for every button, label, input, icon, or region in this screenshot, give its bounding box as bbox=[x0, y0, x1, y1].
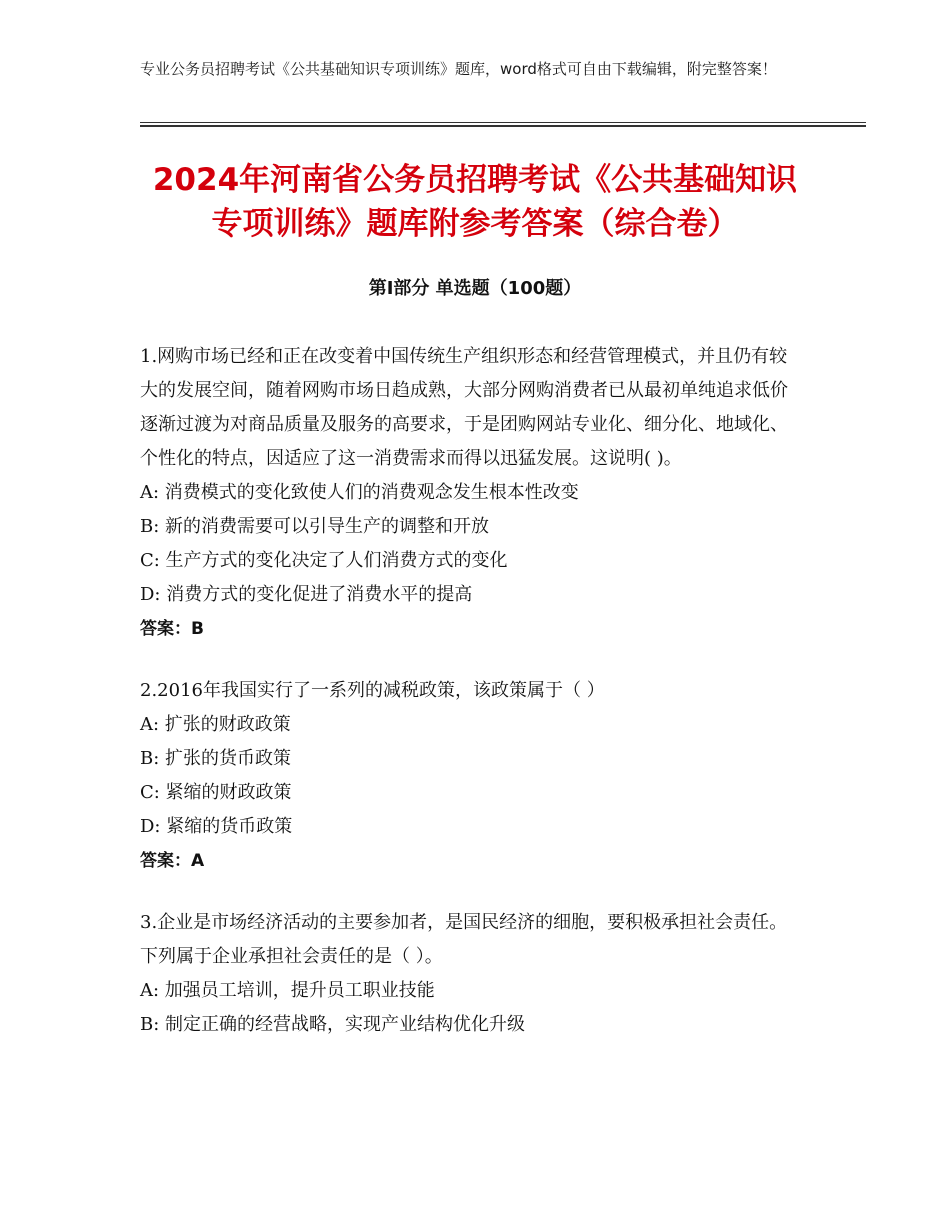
option-b: B: 制定正确的经营战略，实现产业结构优化升级 bbox=[140, 1014, 526, 1035]
option-b: B: 新的消费需要可以引导生产的调整和开放 bbox=[140, 516, 490, 537]
question-list bbox=[140, 340, 805, 1070]
answer: 答案：A bbox=[140, 851, 205, 871]
option-c: C: 紧缩的财政政策 bbox=[140, 782, 292, 803]
header-note: 专业公务员招聘考试《公共基础知识专项训练》题库，word格式可自由下载编辑，附完整答案！ bbox=[140, 60, 777, 78]
question-stem: 3.企业是市场经济活动的主要参加者，是国民经济的细胞，要积极承担社会责任。下列属于企业承担社会责任的是（ ）。 bbox=[140, 912, 788, 967]
option-c: C: 生产方式的变化决定了人们消费方式的变化 bbox=[140, 550, 508, 571]
option-a: A: 消费模式的变化致使人们的消费观念发生根本性改变 bbox=[140, 482, 579, 503]
header-rule-thin bbox=[140, 122, 866, 123]
question-2 bbox=[140, 674, 805, 878]
option-d: D: 消费方式的变化促进了消费水平的提高 bbox=[140, 584, 473, 605]
question-stem: 1.网购市场已经和正在改变着中国传统生产组织形态和经营管理模式，并且仍有较大的发展空间，随着网购市场日趋成熟，大部分网购消费者已从最初单纯追求低价逐渐过渡为对商品质量及服务的高要求，于是团购网站专业化、细分化、地域化、个性化的特点，因适应了这一消费需求而得以迅猛发展。这说明( )。 bbox=[140, 346, 788, 469]
option-a: A: 扩张的财政政策 bbox=[140, 714, 291, 735]
document-title: 2024年河南省公务员招聘考试《公共基础知识专项训练》题库附参考答案（综合卷） bbox=[152, 162, 798, 242]
question-stem: 2.2016年我国实行了一系列的减税政策，该政策属于（ ） bbox=[140, 680, 605, 701]
option-b: B: 扩张的货币政策 bbox=[140, 748, 292, 769]
answer: 答案：B bbox=[140, 619, 204, 639]
section-title: 第Ⅰ部分 单选题（100题） bbox=[368, 278, 582, 299]
option-a: A: 加强员工培训，提升员工职业技能 bbox=[140, 980, 435, 1001]
option-d: D: 紧缩的货币政策 bbox=[140, 816, 293, 837]
header-rule-thick bbox=[140, 125, 866, 127]
question-1 bbox=[140, 340, 805, 646]
question-3 bbox=[140, 906, 805, 1042]
